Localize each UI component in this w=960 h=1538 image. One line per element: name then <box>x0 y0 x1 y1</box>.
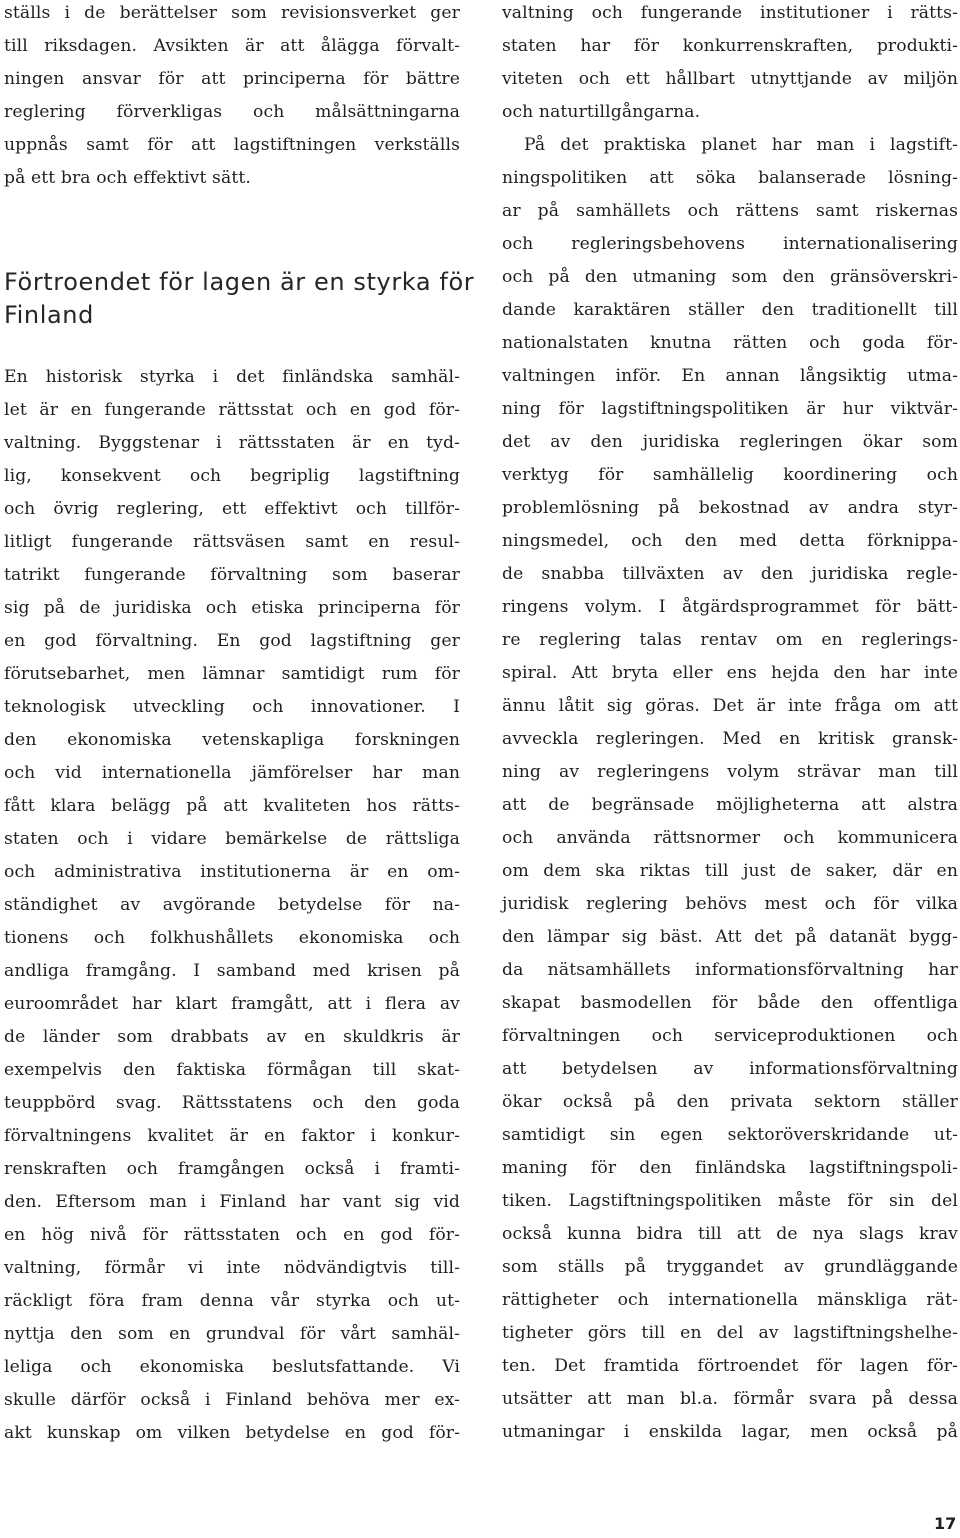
text-line: den. Eftersom man i Finland har vant sig vid <box>4 1192 460 1212</box>
text-line: ännu låtit sig göras. Det är inte fråga om att <box>502 696 958 716</box>
text-line: nationalstaten knutna rätten och goda för- <box>502 333 958 353</box>
text-line: och regleringsbehovens internationalisering <box>502 234 958 254</box>
text-line: också kunna bidra till att de nya slags krav <box>502 1224 958 1244</box>
text-line: skulle därför också i Finland behöva mer ex- <box>4 1390 460 1410</box>
text-line: och vid internationella jämförelser har man <box>4 763 460 783</box>
text-line: På det praktiska planet har man i lagstift- <box>524 135 958 155</box>
text-line: euroområdet har klart framgått, att i flera av <box>4 994 460 1014</box>
text-line: den ekonomiska vetenskapliga forskningen <box>4 730 460 750</box>
text-line: och övrig reglering, ett effektivt och tillför- <box>4 499 460 519</box>
page-number: 17 <box>934 1514 957 1533</box>
text-line: valtning. Byggstenar i rättsstaten är en tyd- <box>4 433 460 453</box>
text-line: om dem ska riktas till just de saker, där en <box>502 861 958 881</box>
text-line: ständighet av avgörande betydelse för na- <box>4 895 460 915</box>
text-line: fått klara belägg på att kvaliteten hos rätts- <box>4 796 460 816</box>
text-line: ökar också på den privata sektorn ställer <box>502 1092 958 1112</box>
text-line: till riksdagen. Avsikten är att ålägga förvalt- <box>4 36 460 56</box>
text-line: juridisk reglering behövs mest och för vilka <box>502 894 958 914</box>
text-line: förutsebarhet, men lämnar samtidigt rum för <box>4 664 460 684</box>
text-line: teuppbörd svag. Rättsstatens och den goda <box>4 1093 460 1113</box>
text-line: ningspolitiken att söka balanserade lösning- <box>502 168 958 188</box>
text-line: avveckla regleringen. Med en kritisk gransk- <box>502 729 958 749</box>
text-line: rättigheter och internationella mänskliga rät- <box>502 1290 958 1310</box>
text-line: renskraften och framgången också i framti- <box>4 1159 460 1179</box>
text-line: som ställs på tryggandet av grundläggande <box>502 1257 958 1277</box>
text-line: att de begränsade möjligheterna att alstra <box>502 795 958 815</box>
text-line: verktyg för samhällelig koordinering och <box>502 465 958 485</box>
text-line: utmaningar i enskilda lagar, men också på <box>502 1422 958 1442</box>
text-line: ringens volym. I åtgärdsprogrammet för bätt- <box>502 597 958 617</box>
text-line: en god förvaltning. En god lagstiftning ger <box>4 631 460 651</box>
text-line: ten. Det framtida förtroendet för lagen för- <box>502 1356 958 1376</box>
text-line: valtning och fungerande institutioner i rätts- <box>502 3 958 23</box>
text-line: staten har för konkurrenskraften, produkti- <box>502 36 958 56</box>
text-line: på ett bra och effektivt sätt. <box>4 168 251 188</box>
text-line: nyttja den som en grundval för vårt samhäl- <box>4 1324 460 1344</box>
text-line: lig, konsekvent och begriplig lagstiftning <box>4 466 460 486</box>
heading-line: Förtroendet för lagen är en styrka för <box>4 268 475 296</box>
text-line: och använda rättsnormer och kommunicera <box>502 828 958 848</box>
text-line: problemlösning på bekostnad av andra styr- <box>502 498 958 518</box>
text-line: viteten och ett hållbart utnyttjande av miljön <box>502 69 958 89</box>
text-line: ningen ansvar för att principerna för bättre <box>4 69 460 89</box>
text-line: och naturtillgångarna. <box>502 102 701 122</box>
text-line: re reglering talas rentav om en reglerings- <box>502 630 958 650</box>
text-line: det av den juridiska regleringen ökar som <box>502 432 958 452</box>
text-line: och på den utmaning som den gränsöverskri- <box>502 267 958 287</box>
text-line: den lämpar sig bäst. Att det på datanät bygg- <box>502 927 958 947</box>
text-line: ning för lagstiftningspolitiken är hur viktvär- <box>502 399 958 419</box>
text-line: tiken. Lagstiftningspolitiken måste för sin del <box>502 1191 958 1211</box>
text-line: maning för den finländska lagstiftningspoli- <box>502 1158 958 1178</box>
text-line: och administrativa institutionerna är en om- <box>4 862 460 882</box>
text-line: da nätsamhällets informationsförvaltning har <box>502 960 958 980</box>
text-line: spiral. Att bryta eller ens hejda den har inte <box>502 663 958 683</box>
text-line: valtning, förmår vi inte nödvändigtvis till- <box>4 1258 460 1278</box>
text-line: akt kunskap om vilken betydelse en god för- <box>4 1423 460 1443</box>
text-line: ningsmedel, och den med detta förknippa- <box>502 531 958 551</box>
text-line: valtningen inför. En annan långsiktig utma- <box>502 366 958 386</box>
text-line: utsätter att man bl.a. förmår svara på dessa <box>502 1389 958 1409</box>
text-line: let är en fungerande rättsstat och en god för- <box>4 400 460 420</box>
text-line: de snabba tillväxten av den juridiska regle- <box>502 564 958 584</box>
text-line: leliga och ekonomiska beslutsfattande. Vi <box>4 1357 460 1377</box>
text-line: staten och i vidare bemärkelse de rättsliga <box>4 829 460 849</box>
text-line: förvaltningens kvalitet är en faktor i konkur- <box>4 1126 460 1146</box>
text-line: teknologisk utveckling och innovationer. I <box>4 697 460 717</box>
text-line: räckligt föra fram denna vår styrka och ut- <box>4 1291 460 1311</box>
heading-line: Finland <box>4 301 94 329</box>
text-line: ställs i de berättelser som revisionsverket ger <box>4 3 460 23</box>
text-line: en hög nivå för rättsstaten och en god för- <box>4 1225 460 1245</box>
text-line: att betydelsen av informationsförvaltning <box>502 1059 958 1079</box>
text-line: reglering förverkligas och målsättningarna <box>4 102 460 122</box>
text-line: tatrikt fungerande förvaltning som baserar <box>4 565 460 585</box>
text-line: ning av regleringens volym strävar man till <box>502 762 958 782</box>
text-line: tigheter görs till en del av lagstiftningshelhe- <box>502 1323 958 1343</box>
text-line: förvaltningen och serviceproduktionen och <box>502 1026 958 1046</box>
text-line: skapat basmodellen för både den offentliga <box>502 993 958 1013</box>
text-line: dande karaktären ställer den traditionellt till <box>502 300 958 320</box>
text-line: ar på samhällets och rättens samt riskernas <box>502 201 958 221</box>
text-line: litligt fungerande rättsväsen samt en resul- <box>4 532 460 552</box>
text-line: de länder som drabbats av en skuldkris är <box>4 1027 460 1047</box>
text-line: uppnås samt för att lagstiftningen verkställs <box>4 135 460 155</box>
text-line: andliga framgång. I samband med krisen på <box>4 961 460 981</box>
text-line: tionens och folkhushållets ekonomiska och <box>4 928 460 948</box>
text-line: sig på de juridiska och etiska principerna för <box>4 598 460 618</box>
text-line: En historisk styrka i det finländska samhäl- <box>4 367 460 387</box>
text-line: samtidigt sin egen sektoröverskridande ut- <box>502 1125 958 1145</box>
text-line: exempelvis den faktiska förmågan till skat- <box>4 1060 460 1080</box>
